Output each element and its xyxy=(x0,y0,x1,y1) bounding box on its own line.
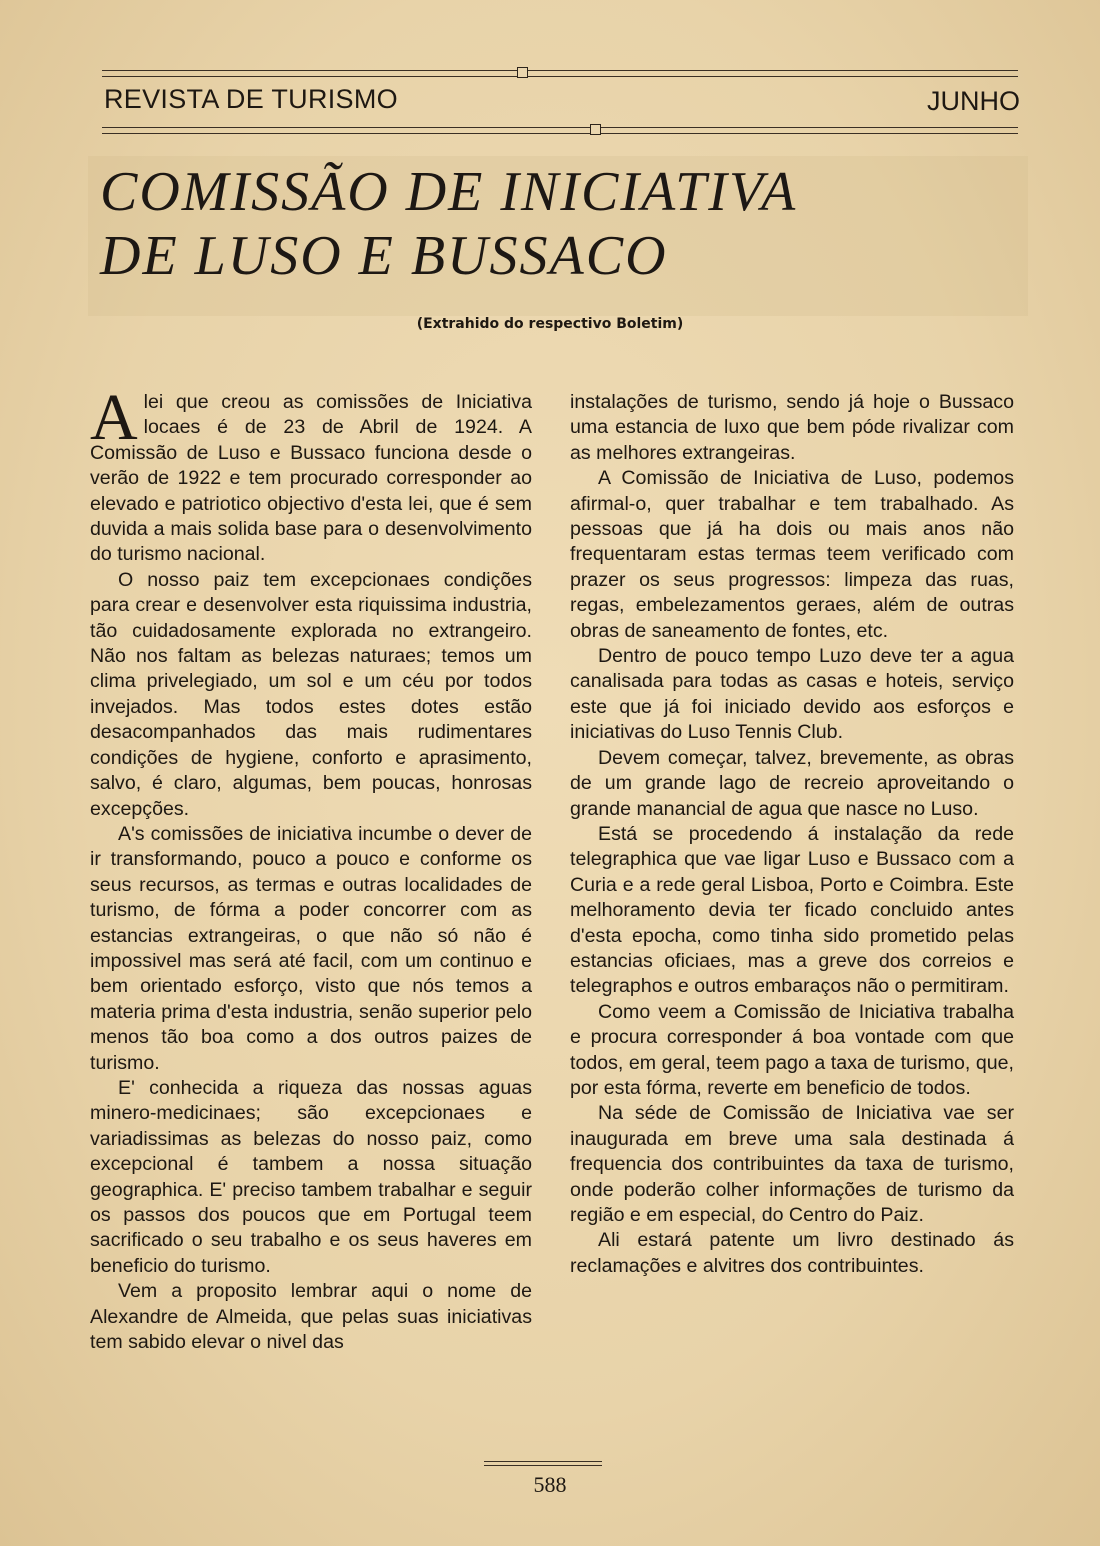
header-bottom-rule xyxy=(102,127,1018,134)
paragraph: Está se procedendo á instalação da rede telegraphica que vae ligar Luso e Bussaco com a Curia e a rede geral Lisboa, Porto e Coimbra. Este melhoramento devia ter ficado concluido antes d'esta epocha, como tinha sido prometido pelas estancias oficiaes, mas a greve dos correios e telegraphos e outros embaraços não o permitiram. xyxy=(570,822,1014,998)
paragraph: Ali estará patente um livro destinado ás reclamações e alvitres dos contribuintes. xyxy=(570,1229,1014,1277)
top-rule-ornament xyxy=(517,67,528,78)
drop-cap: A xyxy=(90,381,138,454)
paragraph: Na séde de Comissão de Iniciativa vae ser inaugurada em breve uma sala destinada á frequencia dos contribuintes da taxa de turismo, onde poderão colher informações de turismo da região e em especial, do Centro do Paiz. xyxy=(570,1102,1014,1226)
page-number: 588 xyxy=(533,1472,567,1497)
article-title-line-1: COMISSÃO DE INICIATIVA xyxy=(100,161,798,223)
paragraph: A Comissão de Iniciativa de Luso, podemos afirmal-o, quer trabalhar e tem trabalhado. As pessoas que já ha dois ou mais anos não frequentaram estas termas teem verificado com prazer os seus progressos: limpeza das ruas, regas, embelezamentos geraes, além de outras obras de saneamento de fontes, etc. xyxy=(570,467,1014,642)
article-source-note: (Extrahido do respectivo Boletim) xyxy=(416,316,684,332)
paragraph: Devem começar, talvez, brevemente, as obras de um grande lago de recreio aproveitando o grande manancial de agua que nasce no Luso. xyxy=(570,746,1014,820)
paragraph: Dentro de pouco tempo Luzo deve ter a agua canalisada para todas as casas e hoteis, serviço este que já foi iniciado devido aos esforços e iniciativas do Luso Tennis Club. xyxy=(570,645,1014,744)
paragraph: Como veem a Comissão de Iniciativa trabalha e procura corresponder á boa vontade com que todos, em geral, teem pago a taxa de turismo, que, por esta fórma, reverte em beneficio de todos. xyxy=(570,1000,1014,1099)
footer-rule xyxy=(484,1461,602,1466)
article-title-line-2: DE LUSO E BUSSACO xyxy=(100,225,668,287)
paragraph: instalações de turismo, sendo já hoje o Bussaco uma estancia de luxo que bem póde rivalizar com as melhores extrangeiras. xyxy=(570,391,1014,464)
paragraph: E' conhecida a riqueza das nossas aguas minero-medicinaes; são excepcionaes e variadissimas as belezas do nosso paiz, como excepcional é tambem a nossa situação geographica. E' preciso tambem trabalhar e seguir os passos dos poucos que em Portugal teem sacrificado o seu trabalho e os seus haveres em beneficio do turismo. xyxy=(90,1076,532,1277)
paragraph xyxy=(90,381,532,568)
magazine-title: REVISTA DE TURISMO xyxy=(104,84,398,114)
paragraph: O nosso paiz tem excepcionaes condições para crear e desenvolver esta riquissima industria, tão cuidadosamente explorada no extrangeiro. Não nos faltam as belezas naturaes; temos um clima privelegiado, um sol e um céu por todos invejados. Mas todos estes dotes estão desacompanhados das mais rudimentares condições de hygiene, conforto e aprasimento, salvo, é claro, algumas, bem poucas, honrosas excepções. xyxy=(90,568,532,820)
article-title xyxy=(100,160,797,288)
left-column xyxy=(90,381,532,1355)
paragraph-text: lei que creou as comissões de Iniciativa locaes é de 23 de Abril de 1924. A Comissão de Luso e Bussaco funciona desde o verão de 1922 e tem procurado corresponder ao elevado e patriotico objectivo d'esta lei, que é sem duvida a mais solida base para o desenvolvimento do turismo nacional. xyxy=(90,391,532,566)
right-column xyxy=(570,390,1014,1279)
paragraph: A's comissões de iniciativa incumbe o dever de ir transformando, pouco a pouco e conforme os seus recursos, as termas e outras localidades de turismo, de fórma a poder concorrer com as estancias extrangeiras, o que não só não é impossivel mas será até facil, com um continuo e bem orientado esforço, visto que nós temos a materia prima d'esta industria, senão superior pelo menos tão boa como a dos outros paizes de turismo. xyxy=(90,822,532,1074)
paragraph: Vem a proposito lembrar aqui o nome de Alexandre de Almeida, que pelas suas iniciativas tem sabido elevar o nivel das xyxy=(90,1280,532,1354)
issue-month: JUNHO xyxy=(927,86,1020,116)
bottom-rule-ornament xyxy=(590,124,601,135)
header-top-rule xyxy=(102,70,1018,77)
